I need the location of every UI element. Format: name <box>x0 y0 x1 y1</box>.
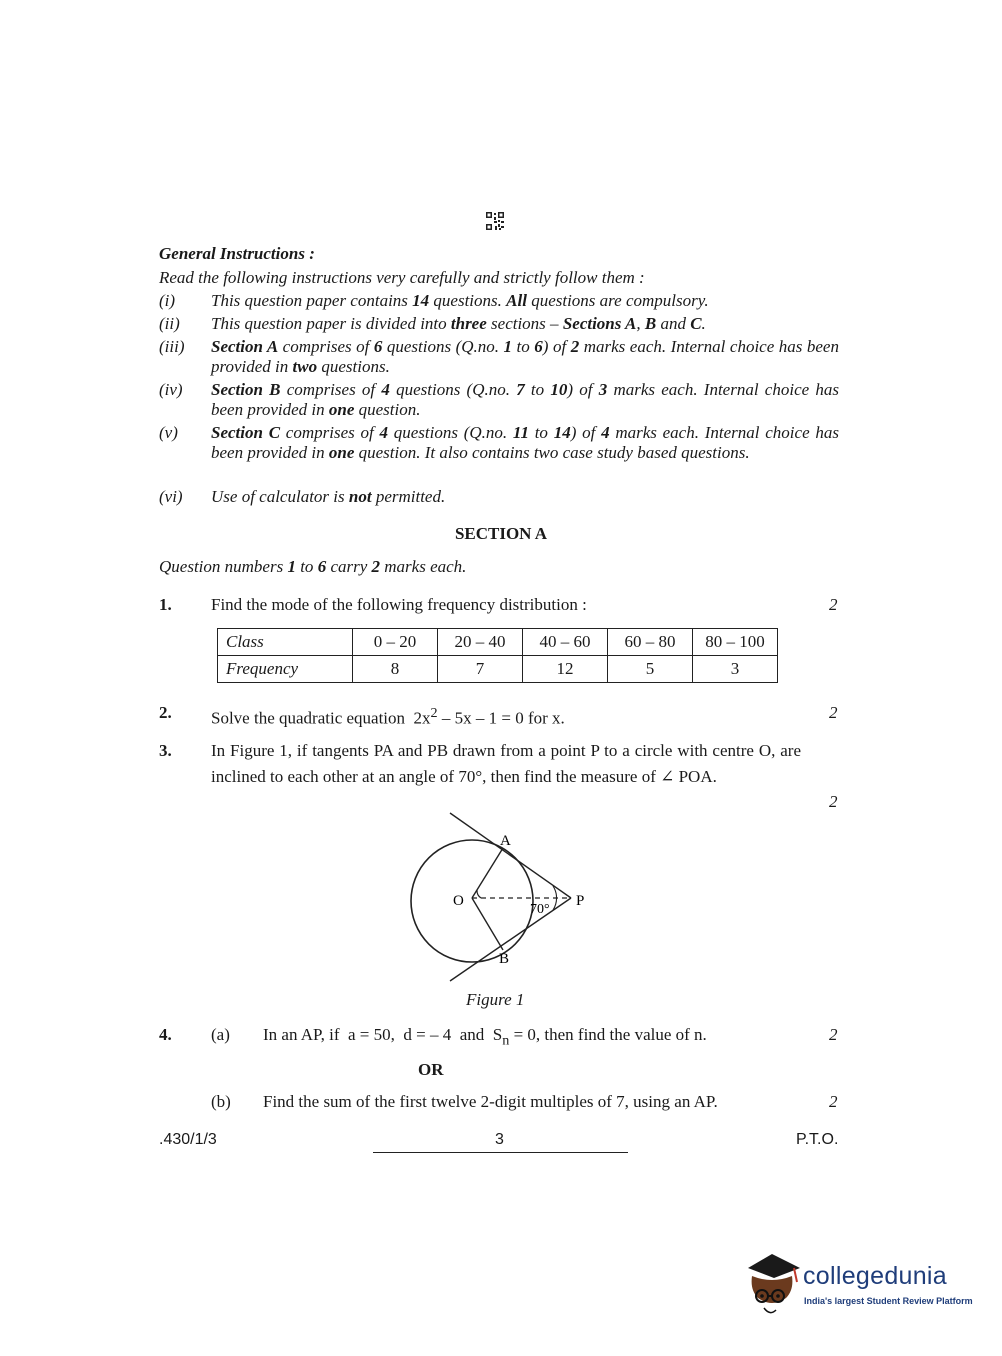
table-header-cell: Class <box>218 629 353 656</box>
instruction-text: Use of calculator is not permitted. <box>211 487 446 506</box>
instruction-text: Section B comprises of 4 questions (Q.no. 7 to 10) of 3 marks each. Internal choice has been provided in one question. <box>211 380 839 419</box>
question-marks: 2 <box>829 1092 838 1111</box>
angle-label: 70° <box>530 902 550 917</box>
instruction-text: This question paper contains 14 questions. All questions are compulsory. <box>211 291 709 310</box>
paper-code: .430/1/3 <box>159 1131 217 1148</box>
table-cell: 5 <box>608 656 693 683</box>
instruction-text: Section A comprises of 6 questions (Q.no. 1 to 6) of 2 marks each. Internal choice has been provided in two questions. <box>211 337 839 376</box>
question-number: 2. <box>159 703 172 722</box>
label-o: O <box>453 893 464 909</box>
instruction-number: (v) <box>159 423 178 442</box>
option-label: (b) <box>211 1092 231 1111</box>
question-number: 3. <box>159 741 172 760</box>
instruction-number: (ii) <box>159 314 180 333</box>
question-text: In an AP, if a = 50, d = – 4 and $S_n = 0$, then find the value of n. <box>263 1025 707 1049</box>
table-cell: 8 <box>353 656 438 683</box>
instruction-text: This question paper is divided into three sections – Sections A, B and C. <box>211 314 706 333</box>
table-header-cell: Frequency <box>218 656 353 683</box>
instructions-intro: Read the following instructions very carefully and strictly follow them : <box>159 268 645 287</box>
question-number: 1. <box>159 595 172 614</box>
question-marks: 2 <box>829 792 838 811</box>
question-marks: 2 <box>829 703 838 722</box>
radius-ob <box>472 898 503 950</box>
question-text: Find the sum of the first twelve 2-digit multiples of 7, using an AP. <box>263 1092 718 1111</box>
question-marks: 2 <box>829 595 838 614</box>
table-cell: 3 <box>693 656 778 683</box>
option-label: (a) <box>211 1025 230 1044</box>
table-cell: 7 <box>438 656 523 683</box>
label-p: P <box>576 893 585 909</box>
section-heading: SECTION A <box>454 524 548 543</box>
label-b: B <box>499 951 510 967</box>
question-text: Solve the quadratic equation $2x^2 - 5x - 1 = 0$ for x. <box>211 705 565 728</box>
question-number: 4. <box>159 1025 172 1044</box>
question-text: In Figure 1, if tangents PA and PB drawn from a point P to a circle with centre O, are inclined to each other at an angle of 70°, then find the measure of ∠ POA. <box>211 741 801 786</box>
instructions-title: General Instructions : <box>159 244 315 263</box>
tangent-circle-figure <box>400 810 600 990</box>
table-cell: 40 – 60 <box>523 629 608 656</box>
question-marks: 2 <box>829 1025 838 1044</box>
table-row <box>218 629 778 656</box>
pto-label: P.T.O. <box>796 1131 839 1148</box>
qr-code-icon <box>485 211 505 231</box>
tangent-line-pb <box>450 898 571 981</box>
section-note: Question numbers 1 to 6 carry 2 marks each. <box>159 557 467 576</box>
table-row <box>218 656 778 683</box>
footer-rule <box>373 1152 628 1153</box>
brand-tagline: India's largest Student Review Platform <box>804 1296 973 1306</box>
instruction-number: (vi) <box>159 487 183 506</box>
frequency-table <box>217 628 778 683</box>
instruction-number: (i) <box>159 291 176 310</box>
or-separator: OR <box>418 1060 444 1079</box>
angle-marker-poa <box>477 890 481 898</box>
brand-name: collegedunia <box>803 1262 947 1290</box>
instruction-number: (iv) <box>159 380 183 399</box>
table-cell: 0 – 20 <box>353 629 438 656</box>
question-text: Find the mode of the following frequency distribution : <box>211 595 587 614</box>
label-a: A <box>500 833 511 849</box>
table-cell: 20 – 40 <box>438 629 523 656</box>
table-cell: 60 – 80 <box>608 629 693 656</box>
instruction-text: Section C comprises of 4 questions (Q.no. 11 to 14) of 4 marks each. Internal choice has been provided in one question. It also contains two case study based questions. <box>211 423 839 462</box>
table-cell: 80 – 100 <box>693 629 778 656</box>
figure-caption: Figure 1 <box>466 990 525 1009</box>
page-number: 3 <box>495 1131 504 1148</box>
instruction-number: (iii) <box>159 337 185 356</box>
tangent-line-pa <box>450 813 571 898</box>
table-cell: 12 <box>523 656 608 683</box>
